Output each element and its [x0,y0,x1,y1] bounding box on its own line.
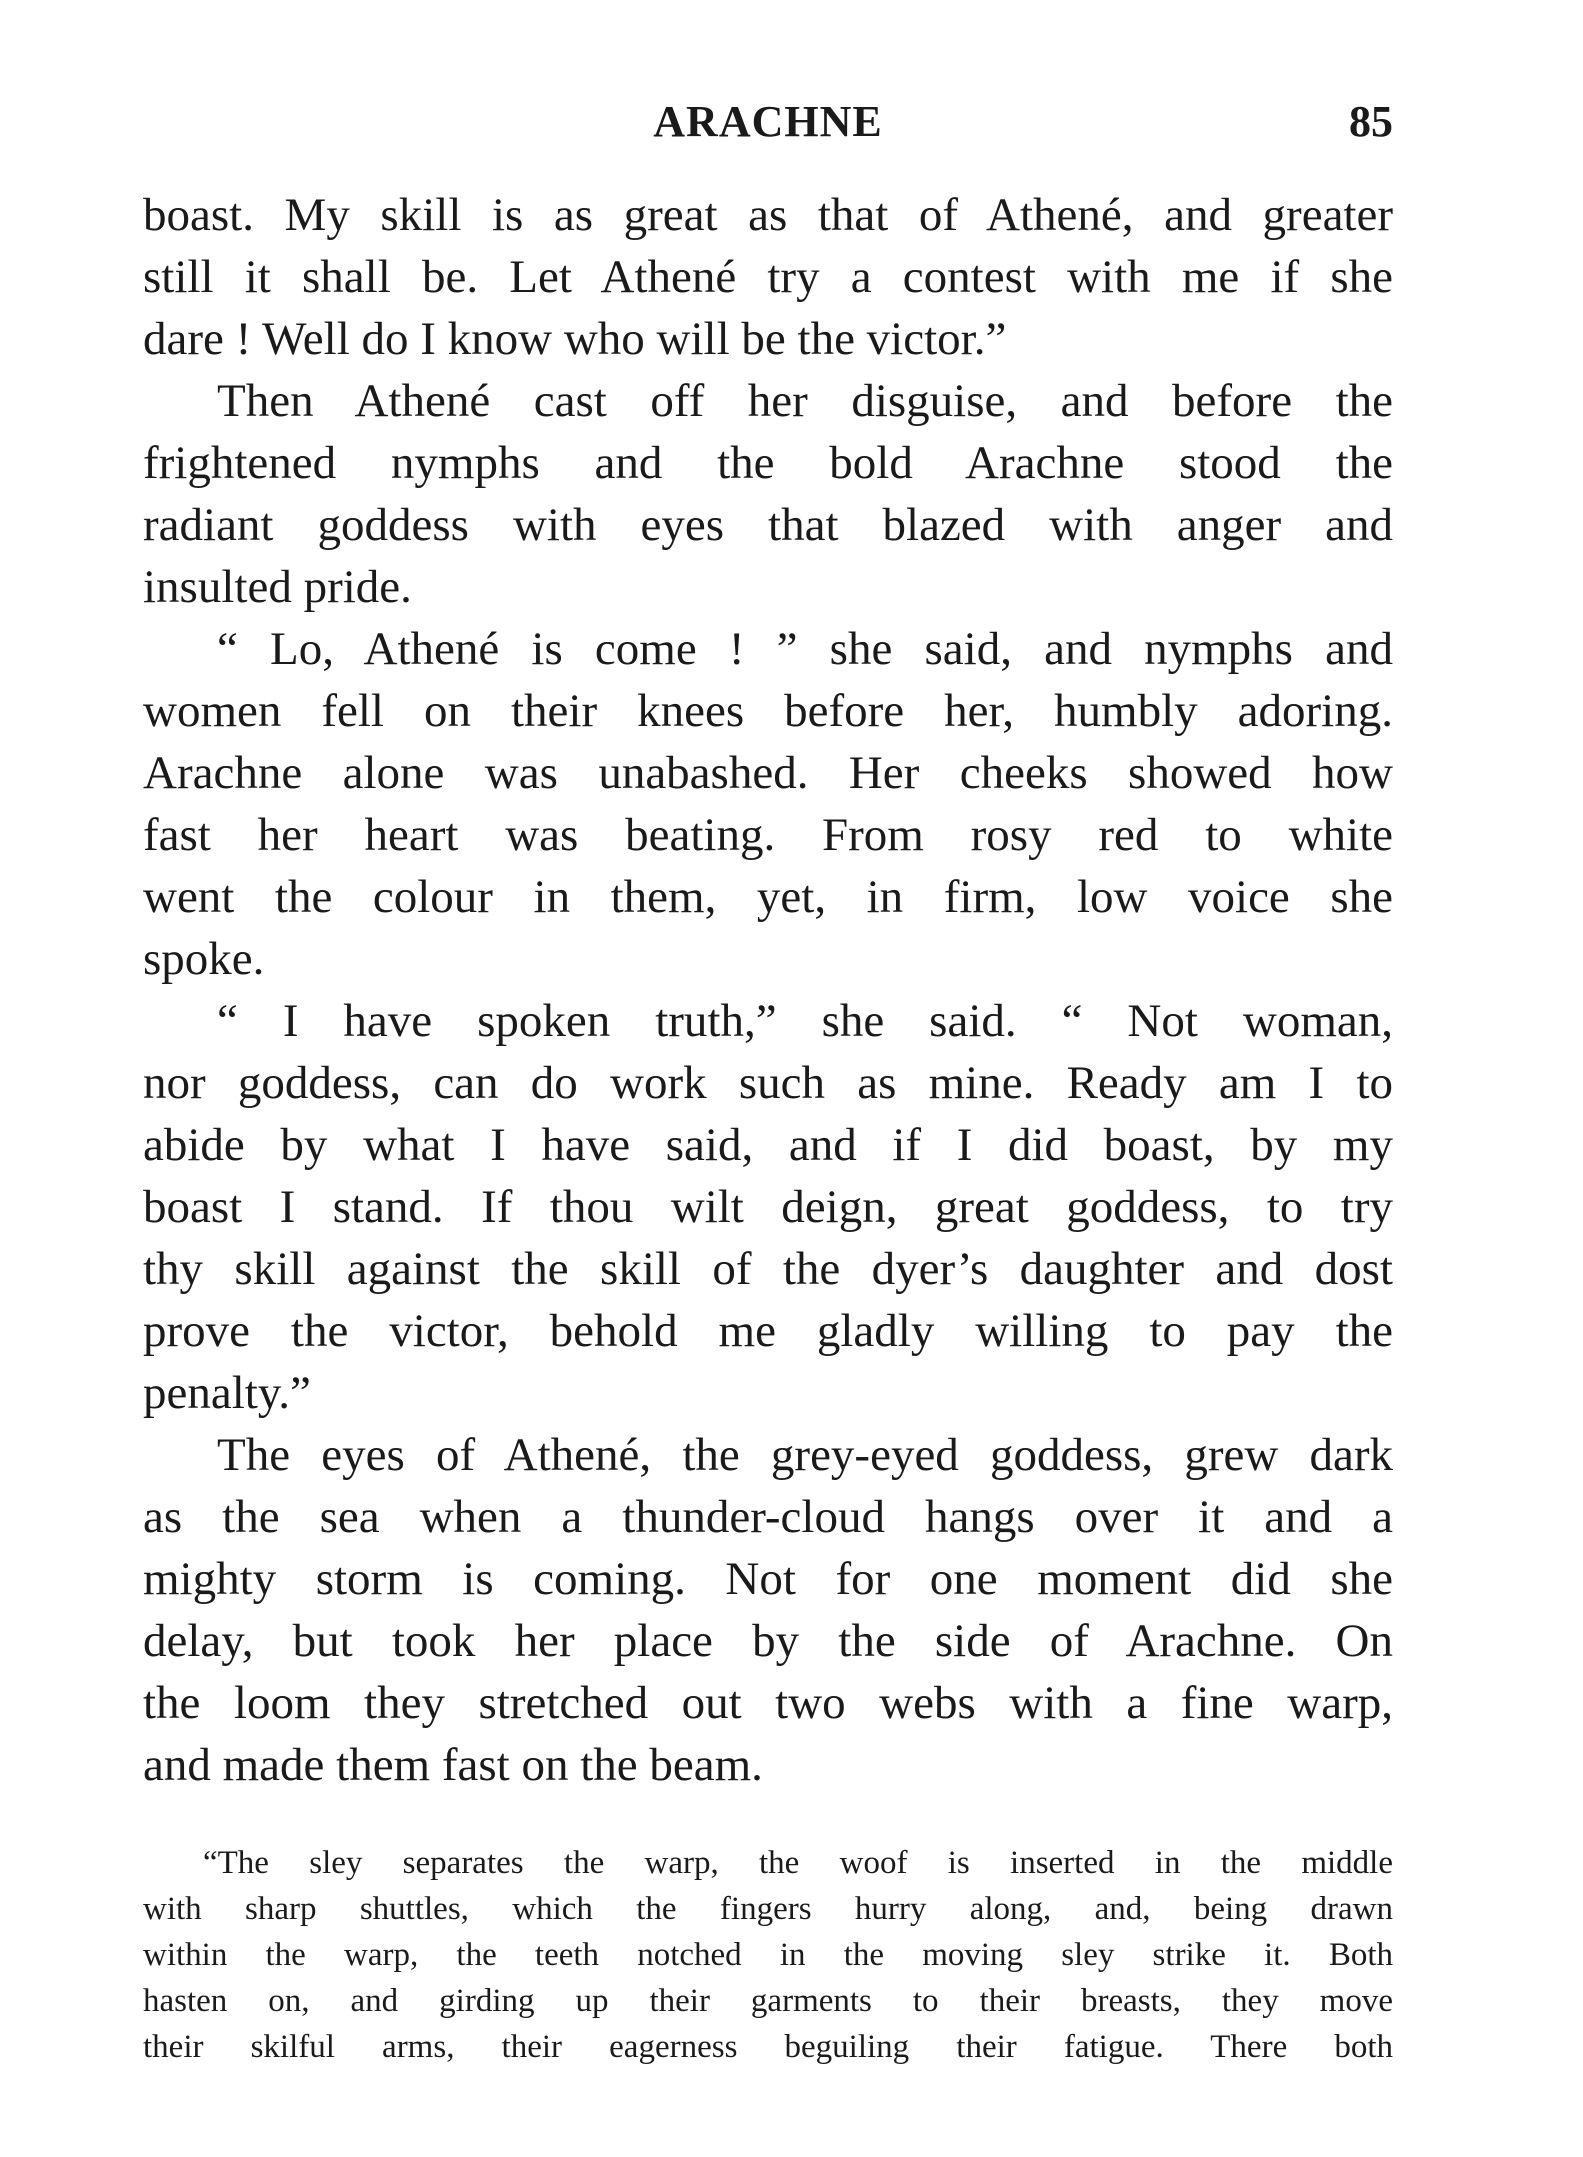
page-number: 85 [1349,97,1393,146]
text-line: Then Athené cast off her disguise, and before the [217,375,1393,427]
text-line: boast. My skill is as great as that of Athené, and greater [143,189,1393,241]
text-line: dare ! Well do I know who will be the victor.” [143,313,1007,365]
text-line: penalty.” [143,1367,311,1419]
footnote-line: their skilful arms, their eagerness beguiling their fatigue. There both [143,2029,1393,2065]
running-head: ARACHNE [653,97,883,146]
page-header [143,96,1393,156]
text-line: “ Lo, Athené is come ! ” she said, and nymphs and [217,623,1393,675]
text-line: prove the victor, behold me gladly willing to pay the [143,1305,1393,1357]
footnote-line: within the warp, the teeth notched in the moving sley strike it. Both [143,1937,1393,1973]
text-line: “ I have spoken truth,” she said. “ Not woman, [217,995,1393,1047]
text-line: fast her heart was beating. From rosy red to white [143,809,1393,861]
text-line: insulted pride. [143,561,412,613]
text-line: and made them fast on the beam. [143,1739,763,1791]
text-line: The eyes of Athené, the grey-eyed goddess, grew dark [217,1429,1393,1481]
text-line: women fell on their knees before her, humbly adoring. [143,685,1393,737]
text-line: thy skill against the skill of the dyer’s daughter and dost [143,1243,1393,1295]
text-line: still it shall be. Let Athené try a contest with me if she [143,251,1393,303]
text-line: Arachne alone was unabashed. Her cheeks showed how [143,747,1393,799]
footnote-line: hasten on, and girding up their garments to their breasts, they move [143,1983,1393,2019]
footnote-line: “The sley separates the warp, the woof is inserted in the middle [203,1845,1393,1881]
text-line: spoke. [143,933,265,985]
text-line: delay, but took her place by the side of Arachne. On [143,1615,1393,1667]
text-line: radiant goddess with eyes that blazed with anger and [143,499,1393,551]
text-line: frightened nymphs and the bold Arachne stood the [143,437,1393,489]
body-text [143,184,1393,1796]
text-line: mighty storm is coming. Not for one moment did she [143,1553,1393,1605]
text-line: went the colour in them, yet, in firm, low voice she [143,871,1393,923]
footnote-line: with sharp shuttles, which the fingers hurry along, and, being drawn [143,1891,1393,1927]
text-line: boast I stand. If thou wilt deign, great goddess, to try [143,1181,1393,1233]
footnote-quote [143,1840,1393,2070]
text-line: nor goddess, can do work such as mine. Ready am I to [143,1057,1393,1109]
text-line: the loom they stretched out two webs with a fine warp, [143,1677,1393,1729]
text-line: as the sea when a thunder-cloud hangs over it and a [143,1491,1393,1543]
text-line: abide by what I have said, and if I did boast, by my [143,1119,1393,1171]
